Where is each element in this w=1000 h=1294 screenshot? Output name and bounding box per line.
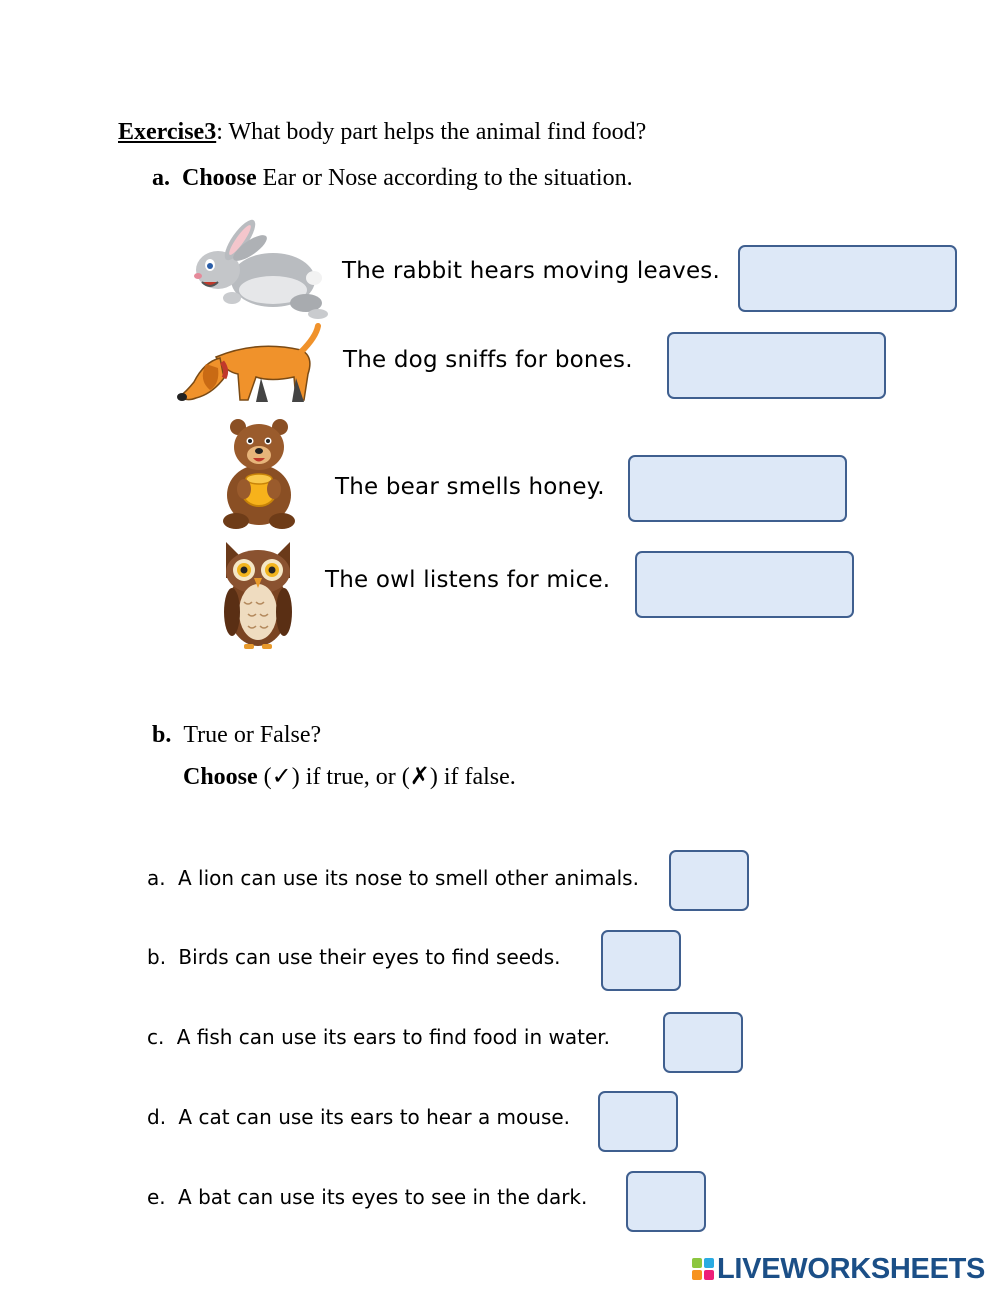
check-icon: ✓ <box>271 762 292 790</box>
part-a-instruction <box>152 165 633 192</box>
dog-sentence: The dog sniffs for bones. <box>343 347 633 373</box>
rabbit-sentence: The rabbit hears moving leaves. <box>342 258 720 284</box>
statement-c <box>147 1025 610 1049</box>
bear-icon <box>218 415 300 530</box>
statement-b-answer-box[interactable] <box>601 930 681 991</box>
part-b-instr-2: ) if true, or ( <box>291 764 410 790</box>
part-b-instruction <box>183 762 516 791</box>
exercise-label: Exercise3 <box>118 119 217 145</box>
statement-a-answer-box[interactable] <box>669 850 749 911</box>
owl-sentence: The owl listens for mice. <box>325 567 611 593</box>
statement-d-answer-box[interactable] <box>598 1091 678 1152</box>
exercise-question: : What body part helps the animal find food? <box>216 119 647 145</box>
statement-b <box>147 945 561 969</box>
owl-answer-box[interactable] <box>635 551 854 618</box>
statement-letter: a. <box>147 866 166 890</box>
statement-text: A cat can use its ears to hear a mouse. <box>178 1105 571 1129</box>
part-b-title <box>152 722 321 749</box>
part-b-choose: Choose <box>183 764 258 790</box>
rabbit-icon <box>188 218 328 323</box>
brand-name: LIVEWORKSHEETS <box>717 1252 986 1285</box>
statement-letter: d. <box>147 1105 167 1129</box>
dog-answer-box[interactable] <box>667 332 886 399</box>
logo-grid-icon <box>692 1258 714 1280</box>
rabbit-answer-box[interactable] <box>738 245 957 312</box>
statement-text: Birds can use their eyes to find seeds. <box>178 945 561 969</box>
logo-cell <box>692 1258 702 1268</box>
owl-icon <box>218 538 298 650</box>
part-b-title-text: True or False? <box>183 722 322 748</box>
statement-d <box>147 1105 570 1129</box>
statement-letter: e. <box>147 1185 166 1209</box>
logo-cell <box>692 1270 702 1280</box>
statement-text: A fish can use its ears to find food in water. <box>176 1025 611 1049</box>
bear-answer-box[interactable] <box>628 455 847 522</box>
logo-cell <box>704 1270 714 1280</box>
exercise-title <box>118 119 646 146</box>
statement-e-answer-box[interactable] <box>626 1171 706 1232</box>
statement-letter: c. <box>147 1025 165 1049</box>
part-b-instr-3: ) if false. <box>429 764 516 790</box>
bear-sentence: The bear smells honey. <box>335 474 605 500</box>
part-b-marker: b. <box>152 722 172 748</box>
statement-a <box>147 866 639 890</box>
part-b-instr-1: ( <box>257 764 272 790</box>
liveworksheets-logo <box>692 1252 985 1286</box>
statement-e <box>147 1185 587 1209</box>
statement-text: A lion can use its nose to smell other animals. <box>177 866 639 890</box>
statement-letter: b. <box>147 945 167 969</box>
part-a-instruction-text: Ear or Nose according to the situation. <box>256 165 633 191</box>
dog-icon <box>176 322 326 407</box>
statement-text: A bat can use its eyes to see in the dark. <box>178 1185 588 1209</box>
part-a-choose: Choose <box>182 165 257 191</box>
part-a-marker: a. <box>152 165 170 191</box>
statement-c-answer-box[interactable] <box>663 1012 743 1073</box>
logo-cell <box>704 1258 714 1268</box>
cross-icon: ✗ <box>409 762 430 790</box>
